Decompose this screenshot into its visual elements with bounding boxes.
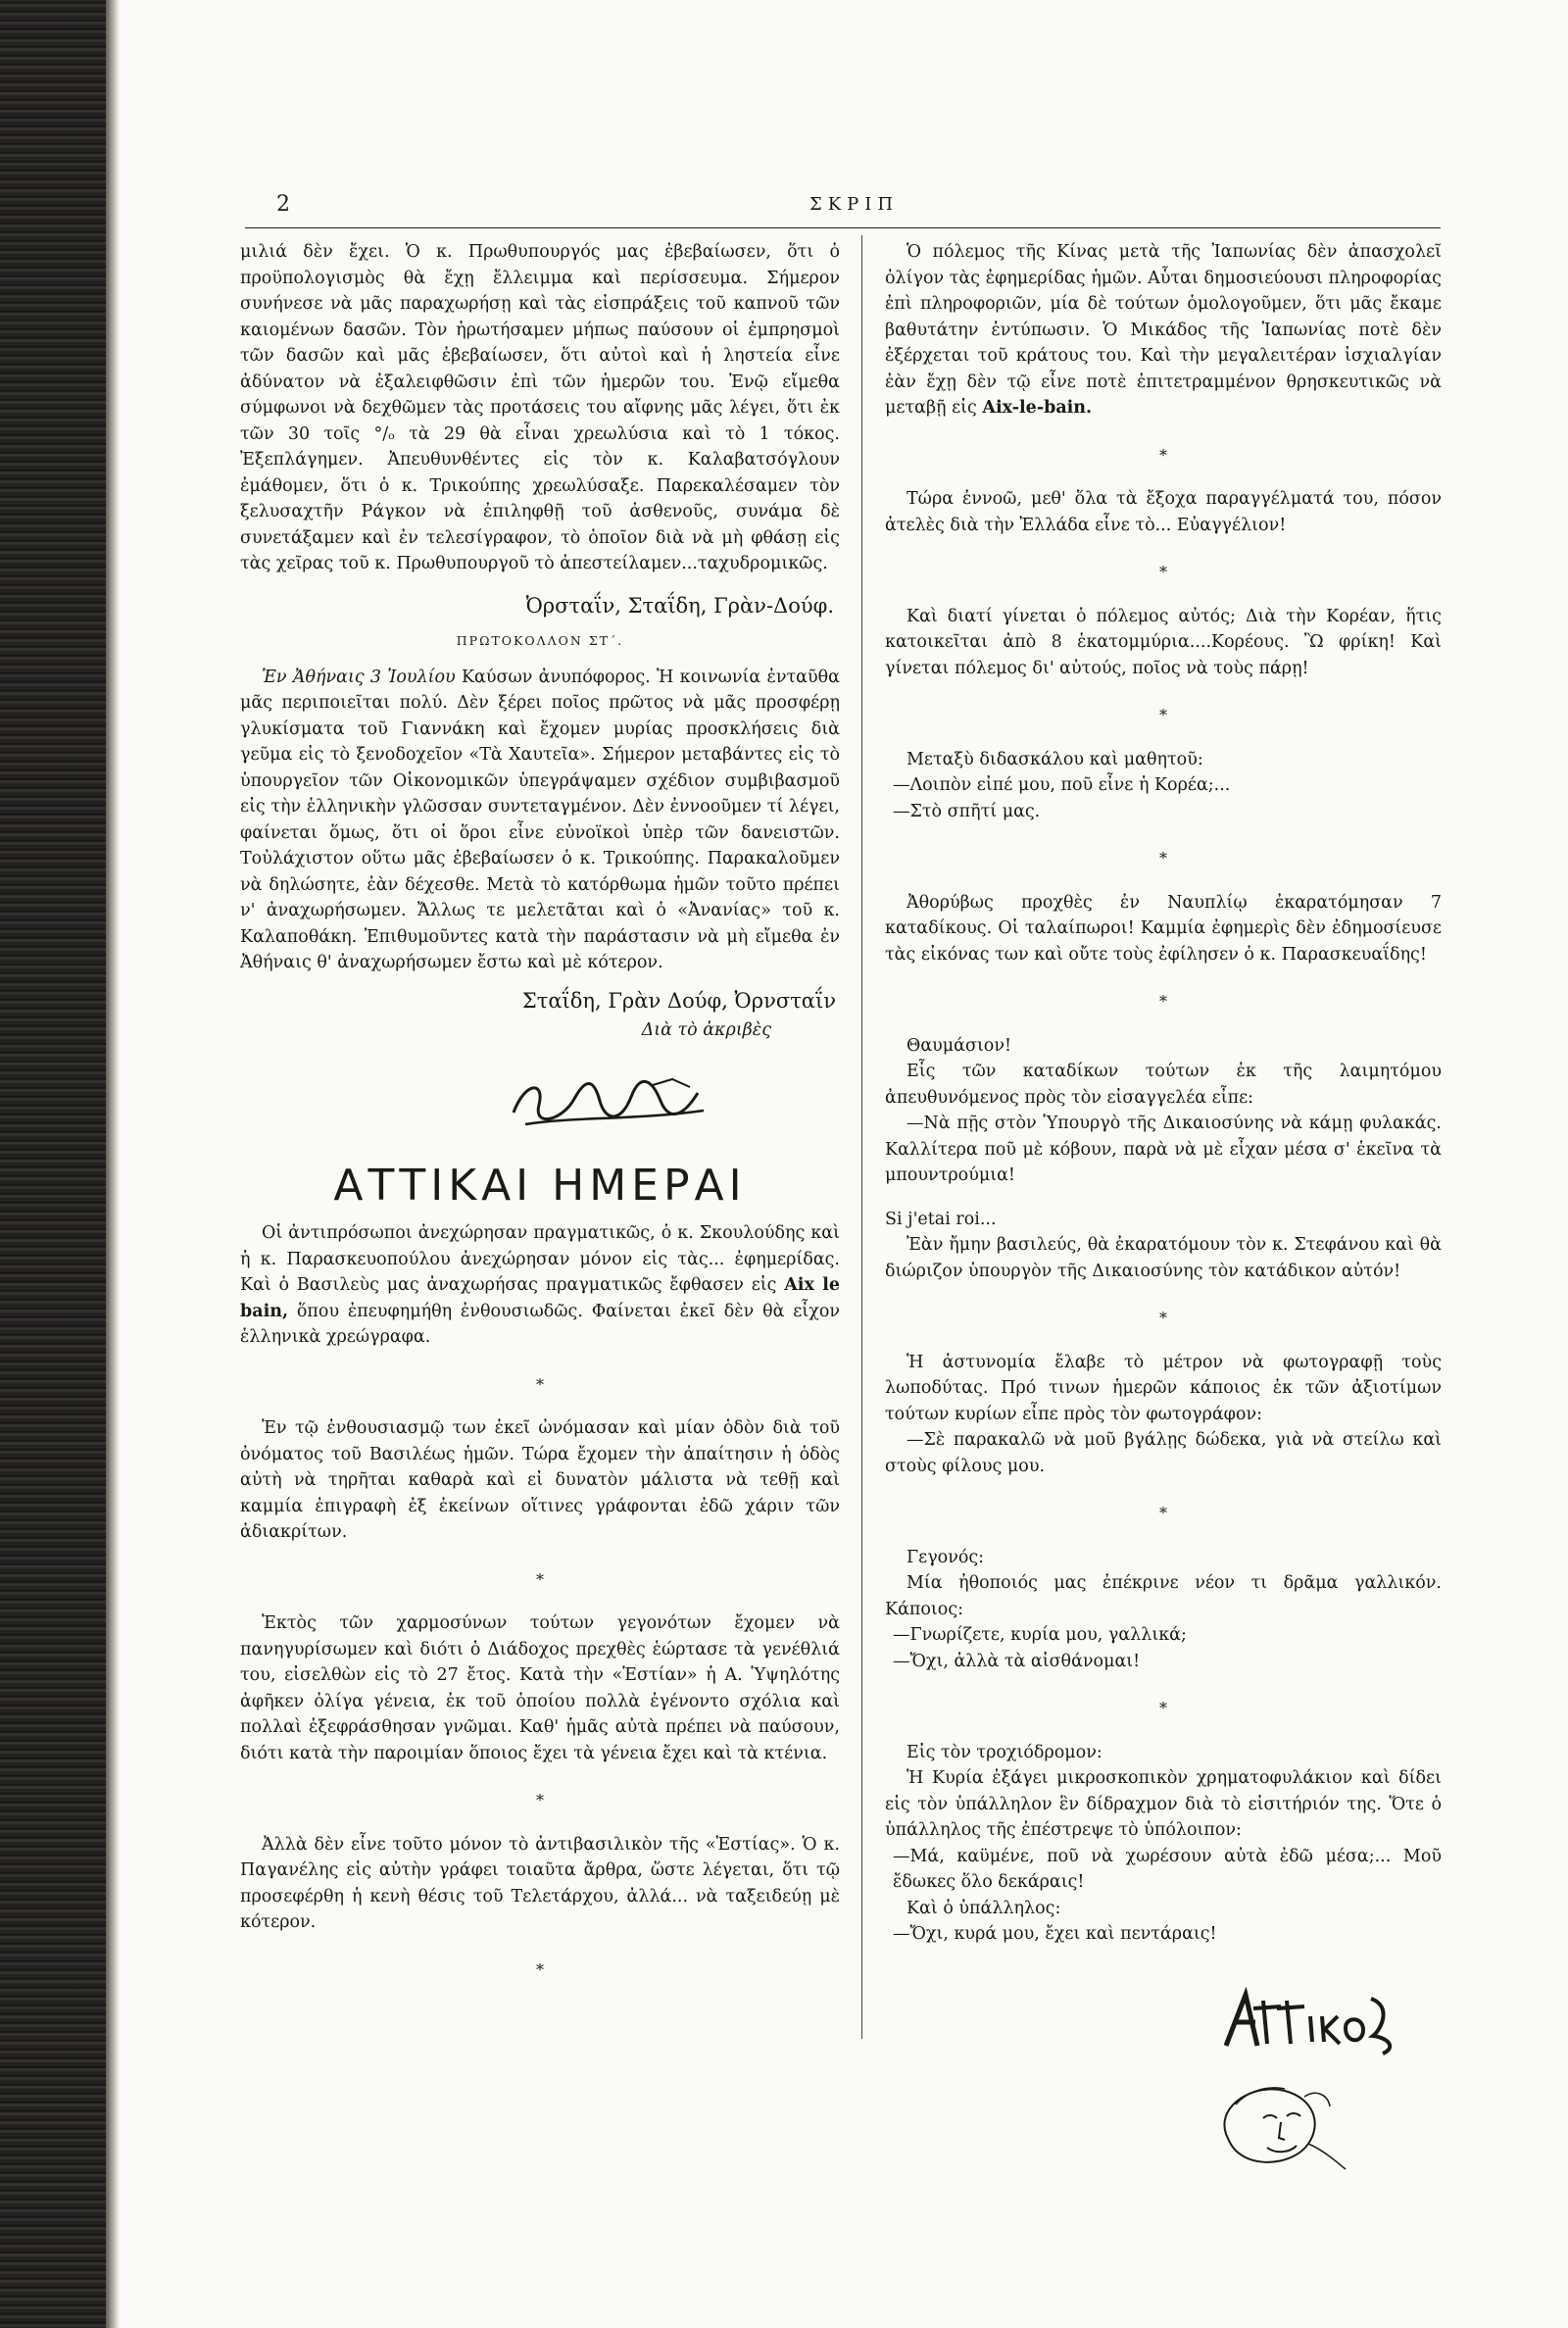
spacer — [885, 1189, 1442, 1207]
paragraph-text: Ὁ πόλεμος τῆς Κίνας μετὰ τῆς Ἰαπωνίας δὲν ἀπασχολεῖ ὀλίγον τὰς ἐφημερίδας ἡμῶν. Αὗται δημοσιεύουσι πληροφορίας ἐπὶ πληροφοριῶν, μία δὲ τούτων ὁμολογοῦμεν, ὅτι μᾶς ἔκαμε βαθυτάτην ἐντύπωσιν. Ὁ Μικάδος τῆς Ἰαπωνίας ποτὲ δὲν ἐξέρχεται τοῦ κράτους του. Καὶ τὴν μεγαλειτέραν ἰσχιαλγίαν ἐὰν ἔχῃ δὲν τῷ εἶνε ποτὲ ἐπιτετραμμένον θρησκευτικῶς νὰ μεταβῇ εἰς — [885, 242, 1442, 418]
article-paragraph: Ἡ Κυρία ἐξάγει μικροσκοπικὸν χρηματοφυλάκιον καὶ δίδει εἰς τὸν ὑπάλληλον ἓν δίδραχμον διὰ τὸ εἰσιτήριόν της. Ὅτε ὁ ὑπάλληλος τῆς ἐπέστρεψε τὸ ὑπόλοιπον: — [885, 1768, 1442, 1840]
dialog-line: —Γνωρίζετε, κυρία μου, γαλλικά; — [893, 1625, 1187, 1645]
dialog-line: —Νὰ πῇς στὸν Ὑπουργὸ τῆς Δικαιοσύνης νὰ κάμῃ φυλακάς. Καλλίτερα ποῦ μὲ κόβουν, παρὰ νὰ μὲ εἶχαν μέσα σ' ἐκεῖνα τὰ μπουντρούμια! — [885, 1114, 1442, 1185]
signature-block: Σταΐδη, Γρὰν Δούφ, Ὀρνσταΐν — [521, 988, 836, 1013]
article-paragraph: Μεταξὺ διδασκάλου καὶ μαθητοῦ: — [906, 749, 1203, 769]
article-paragraph: μιλιά δὲν ἔχει. Ὁ κ. Πρωθυπουργός μας ἐβεβαίωσεν, ὅτι ὁ προϋπολογισμὸς θὰ ἔχῃ ἔλλειμμα καὶ περίσσευμα. Σήμερον συνήνεσε νὰ μᾶς παραχωρήσῃ καὶ τὰς εἰσπράξεις τοῦ καπνοῦ τῶν καιομένων δασῶν. Τὸν ἠρωτήσαμεν μήπως παύσουν οἱ ἐμπρησμοὶ τῶν δασῶν καὶ μᾶς ἐβεβαίωσεν, ὅτι αὐτοὶ καὶ ἡ ληστεία εἶνε ἀδύνατον νὰ ἐξαλειφθῶσιν ἐπὶ τῶν ἡμερῶν του. Ἐνῷ εἴμεθα σύμφωνοι νὰ δεχθῶμεν τὰς προτάσεις του αἴφνης μᾶς λέγει, ὅτι ἐκ τῶν 30 τοῖς °/ₒ τὰ 29 θὰ εἶναι χρεωλύσια καὶ τὸ 1 τόκος. Ἐξεπλάγημεν. Ἀπευθυνθέντες εἰς τὸν κ. Καλαβατσόγλουν ἐμάθομεν, ὅτι ὁ κ. Τρικούπης χρεωλύσαξε. Παρεκαλέσαμεν τὸν ξελυσαχτῆν Ράγκον νὰ ἐπιληφθῇ τοῦ ἀσθενοῦς, συνάμα δὲ συνετάξαμεν καὶ ἐν τελεσίγραφον, τὸ ὁποῖον διὰ νὰ μὴ φθάσῃ εἰς τὰς χεῖρας τοῦ κ. Πρωθυπουργοῦ τὸ ἀπεστείλαμεν...ταχυδρομικῶς. — [240, 242, 840, 573]
section-divider-star: * — [1159, 563, 1167, 581]
section-divider-star: * — [1159, 1699, 1167, 1717]
article-paragraph: Ἀλλὰ δὲν εἶνε τοῦτο μόνον τὸ ἀντιβασιλικὸν τῆς «Ἑστίας». Ὁ κ. Παγανέλης εἰς αὐτὴν γράφει τοιαῦτα ἄρθρα, ὥστε λέγεται, ὅτι τῷ προσεφέρθη ἡ κενὴ θέσις τοῦ Τελετάρχου, ἀλλά... νὰ ταξειδεύῃ μὲ κότερον. — [240, 1834, 840, 1932]
quote-title: Si j'etai roi... — [885, 1209, 997, 1229]
article-paragraph: Εἰς τὸν τροχιόδρομον: — [906, 1742, 1102, 1762]
article-paragraph: Μία ἠθοποιός μας ἐπέκρινε νέον τι δρᾶμα γαλλικόν. Κάποιος: — [885, 1573, 1442, 1619]
article-paragraph: Τώρα ἐννοῶ, μεθ' ὅλα τὰ ἔξοχα παραγγέλματά του, πόσον ἀτελὲς διὰ τὴν Ἑλλάδα εἶνε τὸ... Εὐαγγέλιον! — [885, 489, 1442, 535]
section-divider-star: * — [1159, 706, 1167, 724]
dialog-line: —Λοιπὸν εἰπέ μου, ποῦ εἶνε ἡ Κορέα;... — [893, 775, 1231, 795]
place-name: Aix le bain, — [240, 1275, 840, 1321]
place-name: Aix-le-bain. — [982, 398, 1093, 418]
column-divider — [861, 235, 862, 2039]
left-column — [240, 239, 840, 2001]
caricature-sketch — [885, 2075, 1353, 2173]
section-divider-star: * — [1159, 849, 1167, 867]
dialog-line: —Μά, καϋμένε, ποῦ νὰ χωρέσουν αὐτὰ ἐδῶ μέσα;... Μοῦ ἔδωκες ὅλο δεκάραις! — [893, 1846, 1442, 1892]
scribe-signature-flourish — [377, 1071, 840, 1132]
article-paragraph: Καὶ ὁ ὑπάλληλος: — [906, 1898, 1061, 1918]
handwritten-signature-icon — [1216, 1987, 1402, 2056]
protocol-paragraph — [240, 665, 840, 976]
article-paragraph: Ἐν τῷ ἐνθουσιασμῷ των ἐκεῖ ὠνόμασαν καὶ μίαν ὁδὸν διὰ τοῦ ὀνόματος τοῦ Βασιλέως ἡμῶν. Τώρα ἔχομεν τὴν ἀπαίτησιν ἡ ὁδὸς αὐτὴ νὰ τηρῆται καθαρὰ καὶ εἰ δυνατὸν μάλιστα νὰ τεθῇ καὶ καμμία ἐπιγραφὴ ἐξ ἐκείνων οἵτινες γράφονται ἐδῶ χάριν τῶν ἀδιακρίτων. — [240, 1418, 840, 1542]
dialog-line: —Ὄχι, κυρά μου, ἔχει καὶ πεντάραις! — [893, 1924, 1217, 1944]
section-divider-star: * — [1159, 445, 1167, 465]
dateline: Ἐν Ἀθήναις 3 Ἰουλίου — [262, 667, 456, 687]
page-number: 2 — [276, 192, 290, 217]
section-divider-star: * — [536, 1569, 544, 1589]
article-paragraph: Ἡ ἀστυνομία ἔλαβε τὸ μέτρον νὰ φωτογραφῇ τοὺς λωποδύτας. Πρό τινων ἡμερῶν κάποιος ἐκ τῶν ἀξιοτίμων τούτων κυρίων εἶπε πρὸς τὸν φωτογράφον: — [885, 1352, 1442, 1424]
paragraph-text: ὅπου ἐπευφημήθη ἐνθουσιωδῶς. Φαίνεται ἐκεῖ δὲν θὰ εἶχον ἑλληνικὰ χρεώγραφα. — [240, 1301, 840, 1347]
handwritten-signature-icon — [506, 1071, 711, 1132]
article-paragraph — [885, 239, 1442, 421]
section-divider-star: * — [536, 1959, 544, 1979]
protocol-text: Καύσων ἀνυπόφορος. Ἡ κοινωνία ἐνταῦθα μᾶς περιποιεῖται πολύ. Δὲν ξέρει ποῖος πρῶτος νὰ μᾶς προσφέρῃ γλυκίσματα τοῦ Γιαννάκη καὶ ἔχομεν μυρίας προσκλήσεις διὰ γεῦμα εἰς τὸ ξενοδοχεῖον «Τὰ Χαυτεῖα». Σήμερον μεταβάντες εἰς τὸ ὑπουργεῖον τῶν Οἰκονομικῶν ὑπεγράψαμεν σχέδιον συμβιβασμοῦ εἰς τὴν ἑλληνικὴν γλῶσσαν συντεταγμένον. Δὲν ἐννοοῦμεν τί λέγει, φαίνεται ὅμως, ὅτι οἱ ὅροι εἶνε εὐνοϊκοὶ ὑπὲρ τῶν δανειστῶν. Τοὐλάχιστον οὕτω μᾶς ἐβεβαίωσεν ὁ κ. Τρικούπης. Παρακαλοῦμεν νὰ δηλώσητε, ἐὰν δέχεσθε. Μετὰ τὸ κατόρθωμα ἡμῶν τοῦτο πρέπει ν' ἀναχωρήσωμεν. Ἄλλως τε μελετᾶται καὶ ὁ «Ἀνανίας» τοῦ κ. Καλαποθάκη. Ἐπιθυμοῦντες κατὰ τὴν παράστασιν νὰ μὴ εἴμεθα ἐν Ἀθήναις θ' ἀναχωρήσωμεν ἔστω καὶ μὲ κότερον. — [240, 667, 840, 972]
dialog-line: —Ὄχι, ἀλλὰ τὰ αἰσθάνομαι! — [893, 1651, 1141, 1671]
section-divider-star: * — [1159, 1309, 1167, 1327]
paragraph-text: Οἱ ἀντιπρόσωποι ἀνεχώρησαν πραγματικῶς, ὁ κ. Σκουλούδης καὶ ἡ κ. Παρασκευοπούλου ἀνεχώρησαν μόνον εἰς τὰς... ἐφημερίδας. Καὶ ὁ Βασιλεὺς μας ἀναχωρήσας πραγματικῶς ἔφθασεν εἰς — [240, 1223, 840, 1295]
signature-line: Ὀρσταΐν, Σταΐδη, Γρὰν-Δούφ. — [525, 593, 834, 618]
article-paragraph: Ἐὰν ἤμην βασιλεύς, θὰ ἐκαρατόμουν τὸν κ. Στεφάνου καὶ θὰ διώριζον ὑπουργὸν τῆς Δικαιοσύνης τὸν κατάδικον αὐτόν! — [885, 1235, 1442, 1281]
section-divider-star: * — [1159, 992, 1167, 1011]
article-paragraph: Ἐκτὸς τῶν χαρμοσύνων τούτων γεγονότων ἔχομεν νὰ πανηγυρίσωμεν καὶ διότι ὁ Διάδοχος πρεχθὲς ἑώρτασε τὰ γενέθλιά του, εἰσελθὼν εἰς τὸ 27 ἔτος. Κατὰ τὴν «Ἑστίαν» ἡ Α. Ὑψηλότης ἀφῆκεν ὀλίγα γένεια, ἐκ τοῦ ὁποίου πολλὰ ἐγένοντο σχόλια καὶ πολλαὶ ἐξεφράσθησαν γνῶμαι. Καθ' ἡμᾶς αὐτὰ πρέπει νὰ παύσουν, διότι κατὰ τὴν παροιμίαν ὅποιος ἔχει τὰ γένεια ἔχει καὶ τὰ κτένια. — [240, 1613, 840, 1763]
protocol-heading: ΠΡΩΤΟΚΟΛΛΟΝ ΣΤ΄. — [456, 633, 624, 648]
section-divider-star: * — [1159, 1504, 1167, 1522]
article-paragraph: Θαυμάσιον! — [906, 1035, 1012, 1056]
section-divider-star: * — [536, 1791, 544, 1809]
signature-note: Διὰ τὸ ἀκριβὲς — [641, 1020, 771, 1040]
article-paragraph: Καὶ διατί γίνεται ὁ πόλεμος αὐτός; Διὰ τὴν Κορέαν, ἥτις κατοικεῖται ἀπὸ 8 ἑκατομμύρια....Κορέους. Ὢ φρίκη! Καὶ γίνεται πόλεμος δι' αὐτούς, ποῖος νὰ τοὺς πάρῃ! — [885, 606, 1442, 678]
right-column — [885, 239, 1442, 2173]
page-binding-edge — [106, 0, 120, 2328]
face-sketch-icon — [1206, 2075, 1353, 2173]
section-divider-star: * — [536, 1374, 544, 1394]
section-title: ΑΤΤΙΚΑΙ ΗΜΕΡΑΙ — [333, 1160, 747, 1211]
author-signature — [885, 1987, 1402, 2056]
dialog-line: —Στὸ σπῆτί μας. — [893, 801, 1041, 821]
article-paragraph: Ἀθορύβως προχθὲς ἐν Ναυπλίῳ ἐκαρατόμησαν 7 καταδίκους. Οἱ ταλαίπωροι! Καμμία ἐφημερὶς δὲν ἐδημοσίευσε τὰς εἰκόνας των καὶ οὔτε τοὺς ἐφίλησεν ὁ κ. Παρασκευαΐδης! — [885, 892, 1442, 965]
article-paragraph: Γεγονός: — [906, 1547, 985, 1567]
page-binding-shadow — [0, 0, 106, 2328]
article-paragraph — [240, 1220, 840, 1351]
header-rule — [245, 227, 1441, 228]
masthead: ΣΚΡΙΠ — [809, 194, 900, 215]
dialog-line: —Σὲ παρακαλῶ νὰ μοῦ βγάλῃς δώδεκα, γιὰ νὰ στείλω καὶ στοὺς φίλους μου. — [885, 1430, 1442, 1476]
article-paragraph: Εἷς τῶν καταδίκων τούτων ἐκ τῆς λαιμητόμου ἀπευθυνόμενος πρὸς τὸν εἰσαγγελέα εἶπε: — [885, 1062, 1442, 1108]
